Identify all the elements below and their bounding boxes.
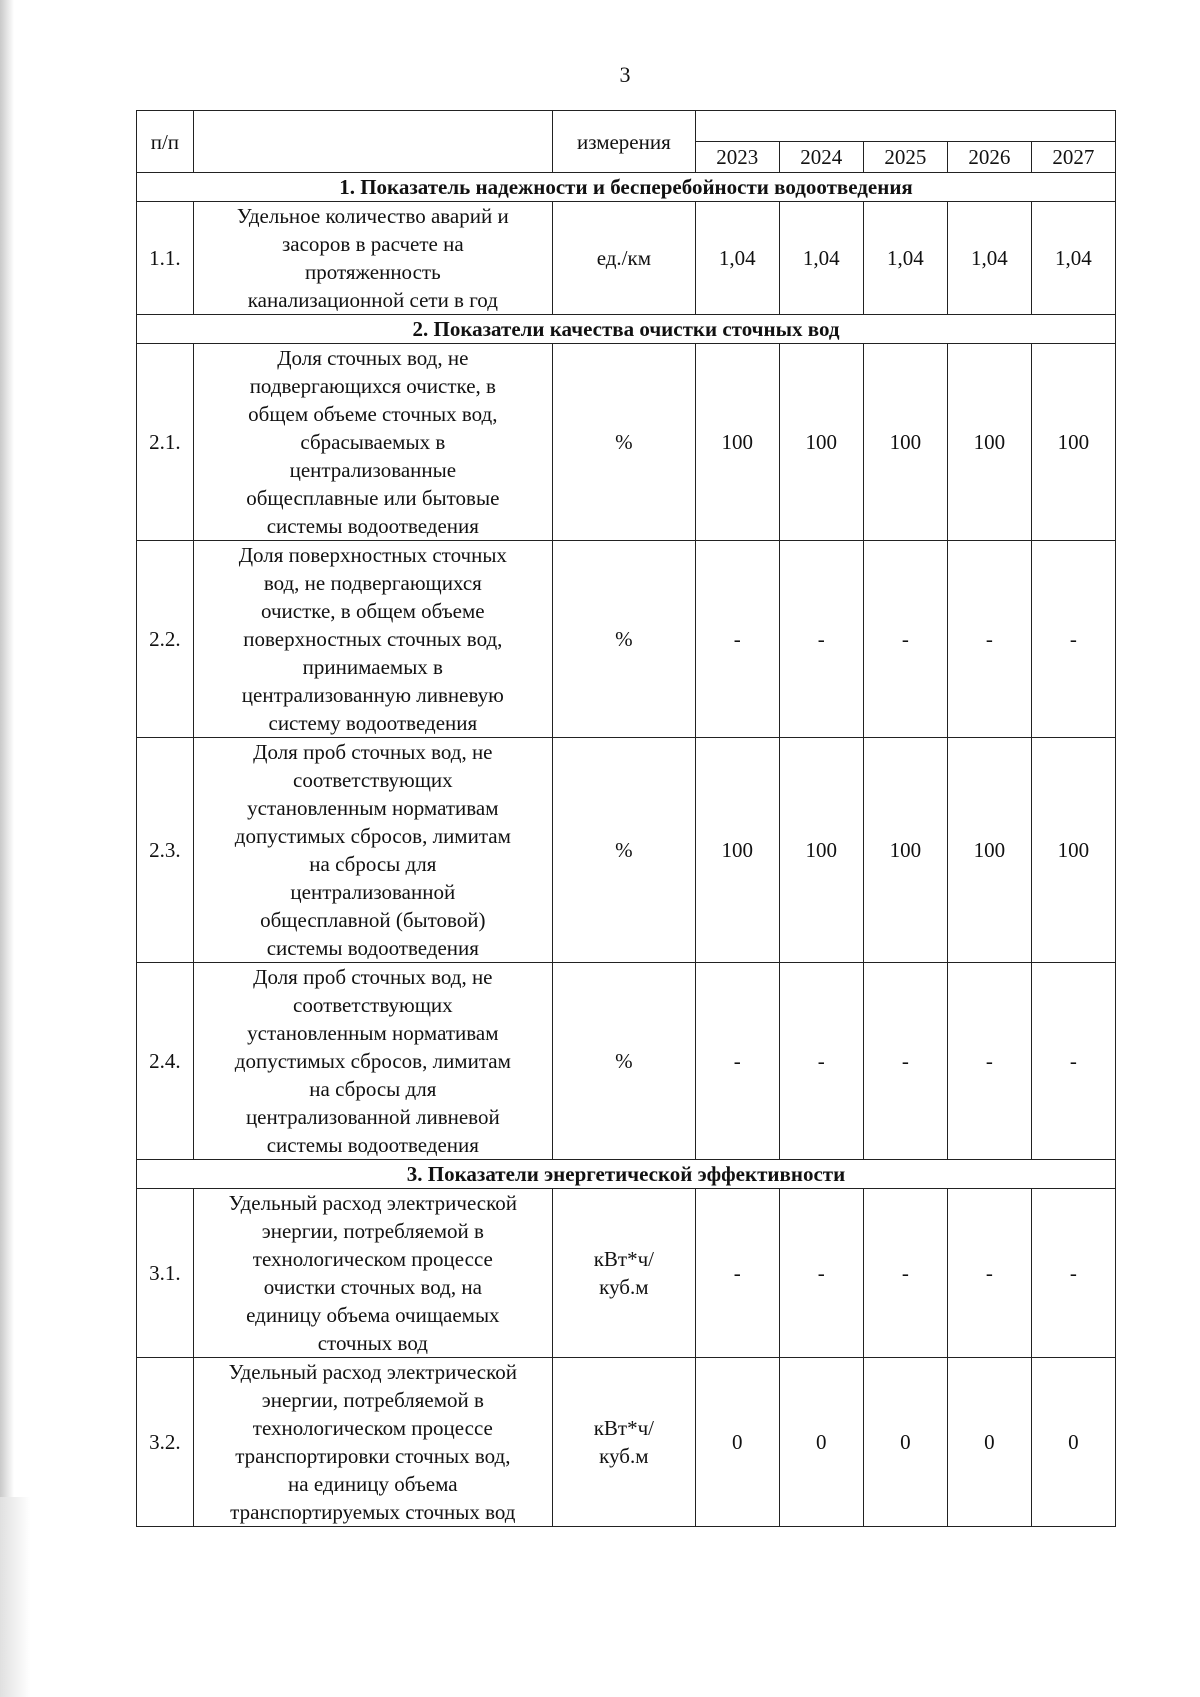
description-line: на сбросы для xyxy=(309,852,437,876)
description-line: системы водоотведения xyxy=(266,1133,479,1157)
scan-edge-bottom xyxy=(0,1497,30,1697)
description-line: системы водоотведения xyxy=(266,514,479,538)
unit-line: % xyxy=(615,838,633,862)
indicator-value: 1,04 xyxy=(863,202,947,315)
header-year: 2025 xyxy=(863,142,947,173)
description-line: транспортировки сточных вод, xyxy=(235,1444,511,1468)
unit-line: % xyxy=(615,627,633,651)
description-line: соответствующих xyxy=(293,768,453,792)
indicator-number: 2.2. xyxy=(137,541,194,738)
indicator-description xyxy=(193,1358,552,1527)
header-num: п/п xyxy=(137,111,194,173)
unit-line: кВт*ч/ xyxy=(593,1247,654,1271)
unit-line: % xyxy=(615,1049,633,1073)
indicator-value: - xyxy=(695,1189,779,1358)
indicator-value: 100 xyxy=(695,344,779,541)
header-year: 2027 xyxy=(1031,142,1115,173)
section-row xyxy=(137,315,1116,344)
description-line: общесплавные или бытовые xyxy=(246,486,500,510)
indicator-value: - xyxy=(779,963,863,1160)
indicator-row xyxy=(137,202,1116,315)
description-line: энергии, потребляемой в xyxy=(261,1388,484,1412)
description-line: централизованные xyxy=(289,458,457,482)
indicator-value: 0 xyxy=(695,1358,779,1527)
indicator-unit xyxy=(552,1189,695,1358)
description-line: Удельное количество аварий и xyxy=(236,204,509,228)
indicator-value: 100 xyxy=(779,738,863,963)
description-line: на единицу объема xyxy=(288,1472,458,1496)
indicator-number: 2.4. xyxy=(137,963,194,1160)
header-year: 2024 xyxy=(779,142,863,173)
indicator-value: - xyxy=(863,963,947,1160)
description-line: поверхностных сточных вод, xyxy=(243,627,503,651)
description-line: сбрасываемых в xyxy=(300,430,446,454)
description-line: канализационной сети в год xyxy=(247,288,498,312)
indicator-value: 0 xyxy=(1031,1358,1115,1527)
page-number: 3 xyxy=(619,62,631,87)
indicator-row xyxy=(137,1358,1116,1527)
unit-line: кВт*ч/ xyxy=(593,1416,654,1440)
description-line: допустимых сбросов, лимитам xyxy=(234,824,511,848)
description-line: централизованную ливневую xyxy=(241,683,504,707)
indicator-number: 2.1. xyxy=(137,344,194,541)
description-line: установленным нормативам xyxy=(247,1021,499,1045)
indicators-table xyxy=(136,110,1116,1527)
description-line: установленным нормативам xyxy=(247,796,499,820)
header-year: 2023 xyxy=(695,142,779,173)
indicator-value: - xyxy=(779,541,863,738)
indicator-value: - xyxy=(947,541,1031,738)
description-line: очистке, в общем объеме xyxy=(261,599,485,623)
indicator-description xyxy=(193,963,552,1160)
description-line: энергии, потребляемой в xyxy=(261,1219,484,1243)
indicator-unit xyxy=(552,963,695,1160)
description-line: технологическом процессе xyxy=(252,1416,493,1440)
unit-line: % xyxy=(615,430,633,454)
header-row xyxy=(137,111,1116,142)
indicator-row xyxy=(137,738,1116,963)
description-line: очистки сточных вод, на xyxy=(263,1275,482,1299)
description-line: сточных вод xyxy=(317,1331,428,1355)
description-line: системы водоотведения xyxy=(266,936,479,960)
indicator-value: - xyxy=(863,541,947,738)
description-line: единицу объема очищаемых xyxy=(246,1303,500,1327)
header-unit: измерения xyxy=(552,111,695,173)
indicator-unit xyxy=(552,541,695,738)
description-line: Доля поверхностных сточных xyxy=(238,543,507,567)
indicator-value: - xyxy=(695,541,779,738)
indicator-value: 0 xyxy=(779,1358,863,1527)
description-line: соответствующих xyxy=(293,993,453,1017)
indicator-number: 1.1. xyxy=(137,202,194,315)
description-line: транспортируемых сточных вод xyxy=(230,1500,516,1524)
indicator-value: 1,04 xyxy=(779,202,863,315)
indicator-number: 3.2. xyxy=(137,1358,194,1527)
description-line: подвергающихся очистке, в xyxy=(249,374,496,398)
indicator-row xyxy=(137,344,1116,541)
scan-edge-left xyxy=(0,0,14,1697)
indicator-value: - xyxy=(779,1189,863,1358)
indicator-value: 100 xyxy=(1031,344,1115,541)
indicator-value: - xyxy=(1031,541,1115,738)
header-name xyxy=(193,111,552,173)
indicator-unit xyxy=(552,202,695,315)
indicator-description xyxy=(193,738,552,963)
description-line: Доля проб сточных вод, не xyxy=(253,740,493,764)
indicator-value: 100 xyxy=(947,344,1031,541)
indicator-row xyxy=(137,963,1116,1160)
description-line: Доля сточных вод, не xyxy=(277,346,469,370)
indicator-number: 2.3. xyxy=(137,738,194,963)
description-line: общем объеме сточных вод, xyxy=(248,402,498,426)
indicator-description xyxy=(193,202,552,315)
indicator-value: - xyxy=(695,963,779,1160)
description-line: допустимых сбросов, лимитам xyxy=(234,1049,511,1073)
indicator-row xyxy=(137,1189,1116,1358)
section-title: 1. Показатель надежности и бесперебойности водоотведения xyxy=(137,173,1116,202)
description-line: засоров в расчете на xyxy=(281,232,464,256)
indicator-value: 1,04 xyxy=(695,202,779,315)
description-line: вод, не подвергающихся xyxy=(263,571,482,595)
indicator-value: - xyxy=(1031,1189,1115,1358)
indicator-value: - xyxy=(947,1189,1031,1358)
indicator-value: 100 xyxy=(1031,738,1115,963)
indicator-value: 100 xyxy=(695,738,779,963)
indicator-row xyxy=(137,541,1116,738)
indicator-unit xyxy=(552,344,695,541)
description-line: систему водоотведения xyxy=(268,711,478,735)
indicator-value: 0 xyxy=(863,1358,947,1527)
description-line: общесплавной (бытовой) xyxy=(260,908,486,932)
unit-line: куб.м xyxy=(599,1444,649,1468)
description-line: на сбросы для xyxy=(309,1077,437,1101)
indicator-value: - xyxy=(1031,963,1115,1160)
indicator-unit xyxy=(552,1358,695,1527)
indicator-value: 100 xyxy=(779,344,863,541)
indicator-value: 100 xyxy=(947,738,1031,963)
indicator-description xyxy=(193,541,552,738)
section-row xyxy=(137,1160,1116,1189)
indicator-number: 3.1. xyxy=(137,1189,194,1358)
header-years-group xyxy=(695,111,1115,142)
description-line: централизованной xyxy=(290,880,456,904)
description-line: протяженность xyxy=(305,260,441,284)
description-line: централизованной ливневой xyxy=(245,1105,500,1129)
indicator-value: 100 xyxy=(863,738,947,963)
description-line: технологическом процессе xyxy=(252,1247,493,1271)
indicator-value: 1,04 xyxy=(947,202,1031,315)
indicator-value: - xyxy=(947,963,1031,1160)
description-line: Удельный расход электрической xyxy=(228,1191,517,1215)
description-line: принимаемых в xyxy=(302,655,443,679)
indicator-value: 100 xyxy=(863,344,947,541)
indicator-unit xyxy=(552,738,695,963)
header-year: 2026 xyxy=(947,142,1031,173)
unit-line: куб.м xyxy=(599,1275,649,1299)
description-line: Доля проб сточных вод, не xyxy=(253,965,493,989)
section-title: 2. Показатели качества очистки сточных вод xyxy=(137,315,1116,344)
indicator-description xyxy=(193,344,552,541)
indicator-description xyxy=(193,1189,552,1358)
section-title: 3. Показатели энергетической эффективности xyxy=(137,1160,1116,1189)
unit-line: ед./км xyxy=(596,246,652,270)
indicator-value: 0 xyxy=(947,1358,1031,1527)
description-line: Удельный расход электрической xyxy=(228,1360,517,1384)
indicator-value: - xyxy=(863,1189,947,1358)
section-row xyxy=(137,173,1116,202)
indicator-value: 1,04 xyxy=(1031,202,1115,315)
